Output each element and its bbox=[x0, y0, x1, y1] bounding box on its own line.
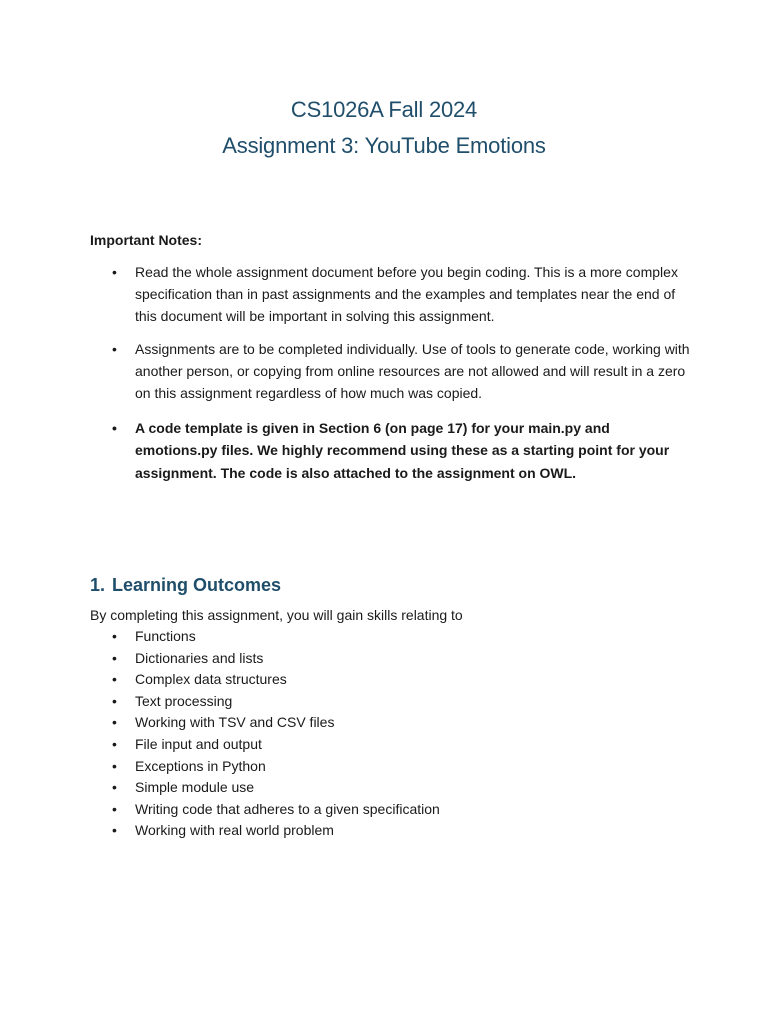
section-intro: By completing this assignment, you will gain skills relating to bbox=[90, 607, 463, 623]
list-item bbox=[90, 339, 690, 404]
outcome-text: Dictionaries and lists bbox=[135, 649, 264, 666]
section-heading bbox=[90, 572, 690, 598]
note-text: Read the whole assignment document before you begin coding. This is a more complex specification than in past assignments and the examples and templates near the end of this document will be important in solving this assignment. bbox=[135, 264, 678, 324]
list-item bbox=[90, 777, 690, 799]
bullet-icon: • bbox=[112, 779, 117, 796]
bullet-icon: • bbox=[112, 671, 117, 688]
outcome-text: File input and output bbox=[135, 735, 262, 752]
bullet-icon: • bbox=[112, 419, 117, 436]
list-item bbox=[90, 734, 690, 756]
important-notes-list bbox=[90, 262, 690, 484]
bullet-icon: • bbox=[112, 735, 117, 752]
list-item bbox=[90, 417, 690, 485]
outcome-text: Working with real world problem bbox=[135, 822, 334, 839]
list-item bbox=[90, 648, 690, 670]
learning-outcomes-section bbox=[90, 572, 690, 842]
outcome-text: Functions bbox=[135, 628, 196, 644]
important-notes-heading: Important Notes: bbox=[90, 232, 202, 248]
bullet-icon: • bbox=[112, 264, 117, 280]
outcome-text: Exceptions in Python bbox=[135, 757, 266, 774]
outcome-text: Complex data structures bbox=[135, 671, 287, 688]
section-number: 1. bbox=[90, 575, 106, 595]
bullet-icon: • bbox=[112, 649, 117, 666]
list-item bbox=[90, 691, 690, 713]
list-item bbox=[90, 712, 690, 734]
course-title: CS1026A Fall 2024 bbox=[290, 97, 478, 122]
list-item bbox=[90, 756, 690, 778]
list-item bbox=[90, 799, 690, 821]
outcome-text: Simple module use bbox=[135, 779, 255, 796]
assignment-title: Assignment 3: YouTube Emotions bbox=[222, 133, 546, 158]
learning-outcomes-list bbox=[90, 626, 690, 842]
bullet-icon: • bbox=[112, 692, 117, 709]
note-text: Assignments are to be completed individually. Use of tools to generate code, working with another person, or copying from online resources are not allowed and will result in a zero on this assignment regardless of how much was copied. bbox=[135, 341, 690, 401]
bullet-icon: • bbox=[112, 714, 117, 731]
bullet-icon: • bbox=[112, 341, 117, 358]
bullet-icon: • bbox=[112, 800, 117, 817]
list-item bbox=[90, 626, 690, 648]
important-notes bbox=[90, 230, 690, 496]
note-text: A code template is given in Section 6 (on page 17) for your main.py and emotions.py files. We highly recommend using these as a starting point for your assignment. The code is also attached to the assignment on OWL. bbox=[135, 419, 670, 481]
outcome-text: Text processing bbox=[135, 692, 233, 709]
list-item bbox=[90, 669, 690, 691]
outcome-text: Writing code that adheres to a given specification bbox=[135, 800, 440, 817]
section-title: Learning Outcomes bbox=[112, 575, 282, 595]
bullet-icon: • bbox=[112, 822, 117, 839]
bullet-icon: • bbox=[112, 757, 117, 774]
title-block bbox=[0, 92, 768, 164]
list-item bbox=[90, 820, 690, 842]
list-item bbox=[90, 262, 690, 327]
bullet-icon: • bbox=[112, 628, 117, 644]
outcome-text: Working with TSV and CSV files bbox=[135, 714, 335, 731]
